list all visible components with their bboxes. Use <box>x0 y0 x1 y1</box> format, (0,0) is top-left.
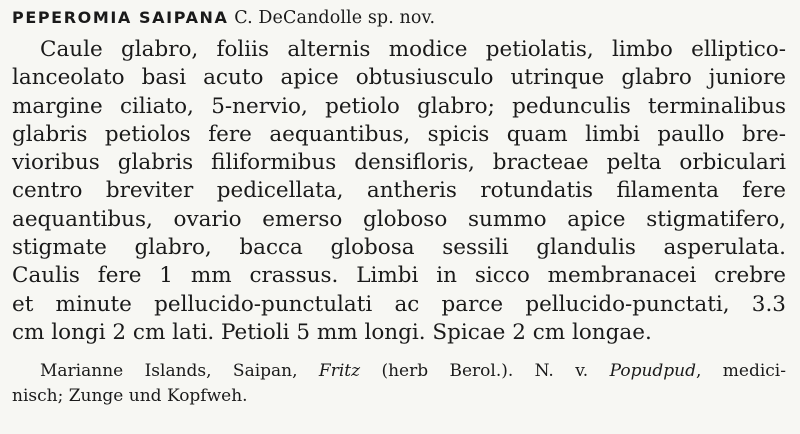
description-line: margine ciliato, 5-nervio, petiolo glabro; pedunculis terminalibus <box>12 93 786 119</box>
species-heading <box>12 6 790 30</box>
locality-note <box>12 359 790 409</box>
description-line: aequantibus, ovario emerso globoso summo apice stigmatifero, <box>12 206 786 232</box>
description-line: stigmate glabro, bacca globosa sessili glandulis asperulata. <box>12 235 786 261</box>
description-line: et minute pellucido-punctulati ac parce pellucido-punctati, 3.3 <box>12 291 786 317</box>
collector-name: Fritz <box>318 361 361 382</box>
species-description <box>12 36 790 347</box>
vernacular-name: Popudpud <box>609 361 696 382</box>
locality-middle: (herb Berol.). N. v. <box>360 361 610 382</box>
description-line: centro breviter pedicellata, antheris rotundatis filamenta fere <box>12 178 786 204</box>
locality-line <box>12 359 786 384</box>
species-author: C. DeCandolle sp. nov. <box>234 8 436 28</box>
locality-suffix: , medici- <box>696 361 786 382</box>
locality-prefix: Marianne Islands, Saipan, <box>40 361 319 382</box>
description-line: lanceolato basi acuto apice obtusiusculo utrinque glabro juniore <box>12 65 786 91</box>
locality-line: nisch; Zunge und Kopfweh. <box>12 386 248 407</box>
species-name: PEPEROMIA SAIPANA <box>12 8 229 27</box>
description-line: Caulis fere 1 mm crassus. Limbi in sicco membranacei crebre <box>12 263 786 289</box>
description-line: vioribus glabris filiformibus densifloris, bracteae pelta orbiculari <box>12 150 786 176</box>
description-line: cm longi 2 cm lati. Petioli 5 mm longi. Spicae 2 cm longae. <box>12 319 652 345</box>
description-line: Caule glabro, foliis alternis modice petiolatis, limbo elliptico- <box>40 37 786 62</box>
description-line: glabris petiolos fere aequantibus, spicis quam limbi paullo bre- <box>12 121 786 147</box>
